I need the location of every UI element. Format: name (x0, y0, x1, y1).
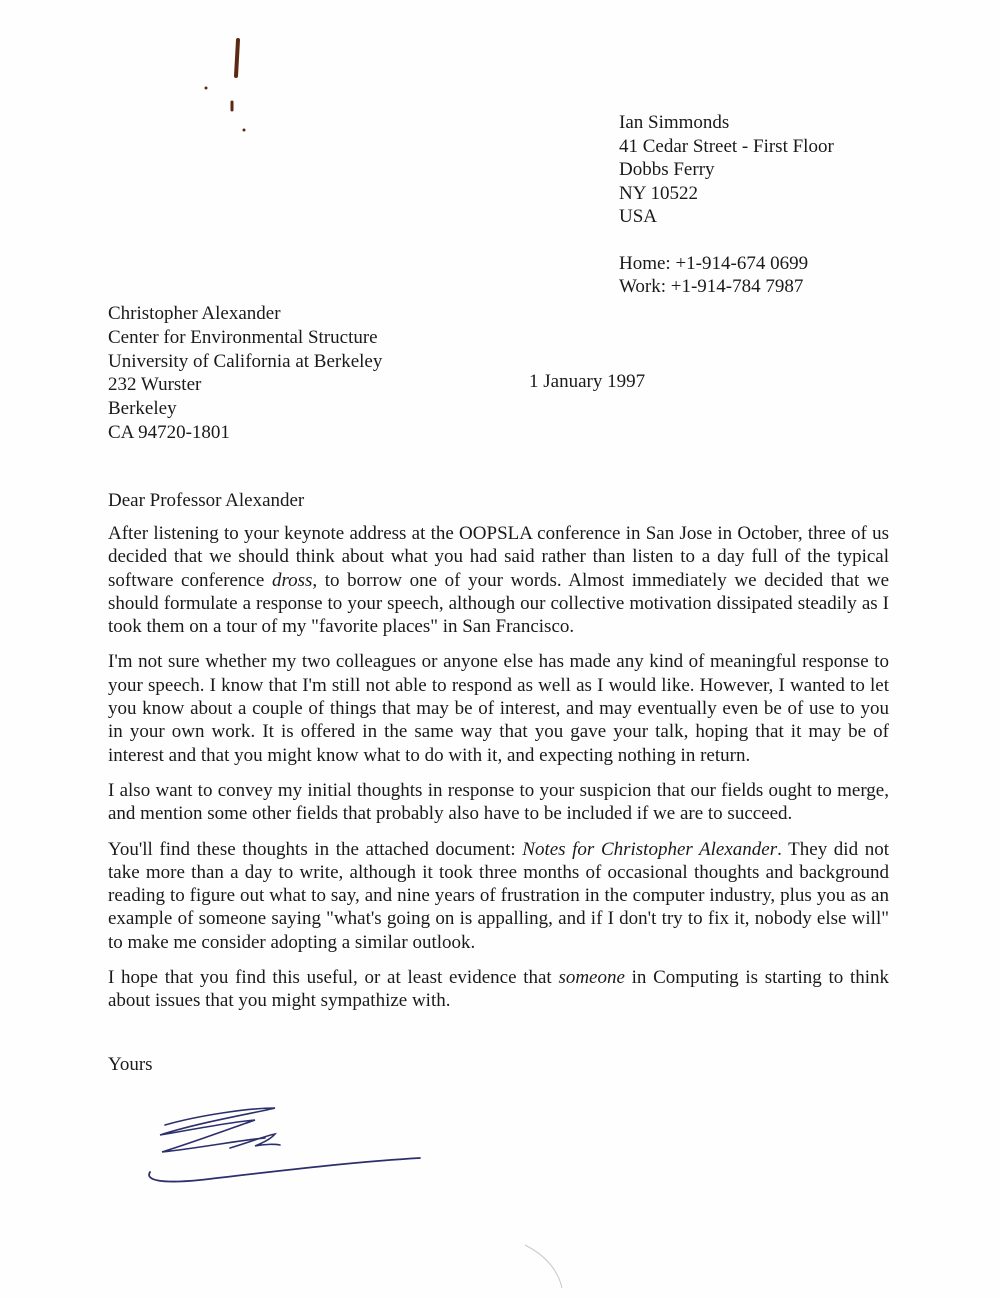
sender-state-zip: NY 10522 (619, 182, 698, 204)
sender-country: USA (619, 206, 658, 227)
salutation: Dear Professor Alexander (108, 490, 305, 511)
ink-marks (190, 30, 270, 160)
sender-city: Dobbs Ferry (619, 159, 715, 180)
letter-body (108, 522, 889, 1025)
recipient-organization: Center for Environmental Structure (108, 326, 378, 348)
recipient-address-block (108, 302, 382, 445)
scan-artifact (520, 1240, 580, 1290)
recipient-university: University of California at Berkeley (108, 350, 383, 372)
sender-work-phone: Work: +1-914-784 7987 (619, 276, 804, 297)
paragraph-2: I'm not sure whether my two colleagues or anyone else has made any kind of meaningful response to your speech. I know that I'm still not able to respond as well as I would like. However, I wanted to let you know about a couple of things that may be of interest, and may eventually even be of use to you in your own work. It is offered in the same way that you gave your talk, hoping that it may be of interest and that you might know what to do with it, and expecting nothing in return. (108, 651, 889, 766)
handwritten-signature (140, 1100, 440, 1195)
sender-address-block (619, 111, 834, 299)
recipient-state-zip: CA 94720-1801 (108, 421, 230, 443)
paragraph-4: You'll find these thoughts in the attached document: Notes for Christopher Alexander. They did not take more than a day to write, although it took three months of occasional thoughts and background reading to figure out what to say, and nine years of frustration in the computer industry, plus you as an example of someone saying "what's going on is appalling, and if I don't try to fix it, nobody else will" to make me consider adopting a similar outlook. (108, 838, 889, 953)
sender-street: 41 Cedar Street - First Floor (619, 135, 834, 157)
recipient-name: Christopher Alexander (108, 303, 281, 324)
recipient-city: Berkeley (108, 398, 177, 420)
paragraph-1: After listening to your keynote address at the OOPSLA conference in San Jose in October, three of us decided that we should think about what you had said rather than listen to a day full of the typical software conference dross, to borrow one of your words. Almost immediately we decided that we should formulate a response to your speech, although our collective motivation dissipated steadily as I took them on a tour of my "favorite places" in San Francisco. (108, 523, 890, 638)
paragraph-5: I hope that you find this useful, or at least evidence that someone in Computing is starting to think about issues that you might sympathize with. (108, 967, 889, 1012)
emphasis-dross: dross (271, 569, 313, 591)
recipient-street: 232 Wurster (108, 374, 202, 396)
sender-home-phone: Home: +1-914-674 0699 (619, 252, 809, 274)
letter-date: 1 January 1997 (529, 371, 646, 392)
emphasis-someone: someone (558, 967, 625, 989)
closing: Yours (108, 1054, 153, 1075)
sender-name: Ian Simmonds (619, 112, 730, 133)
paragraph-3: I also want to convey my initial thoughts in response to your suspicion that our fields ought to merge, and mention some other fields that probably also have to be included if we are to succeed. (108, 779, 889, 825)
document-title: Notes for Christopher Alexander (522, 838, 778, 860)
